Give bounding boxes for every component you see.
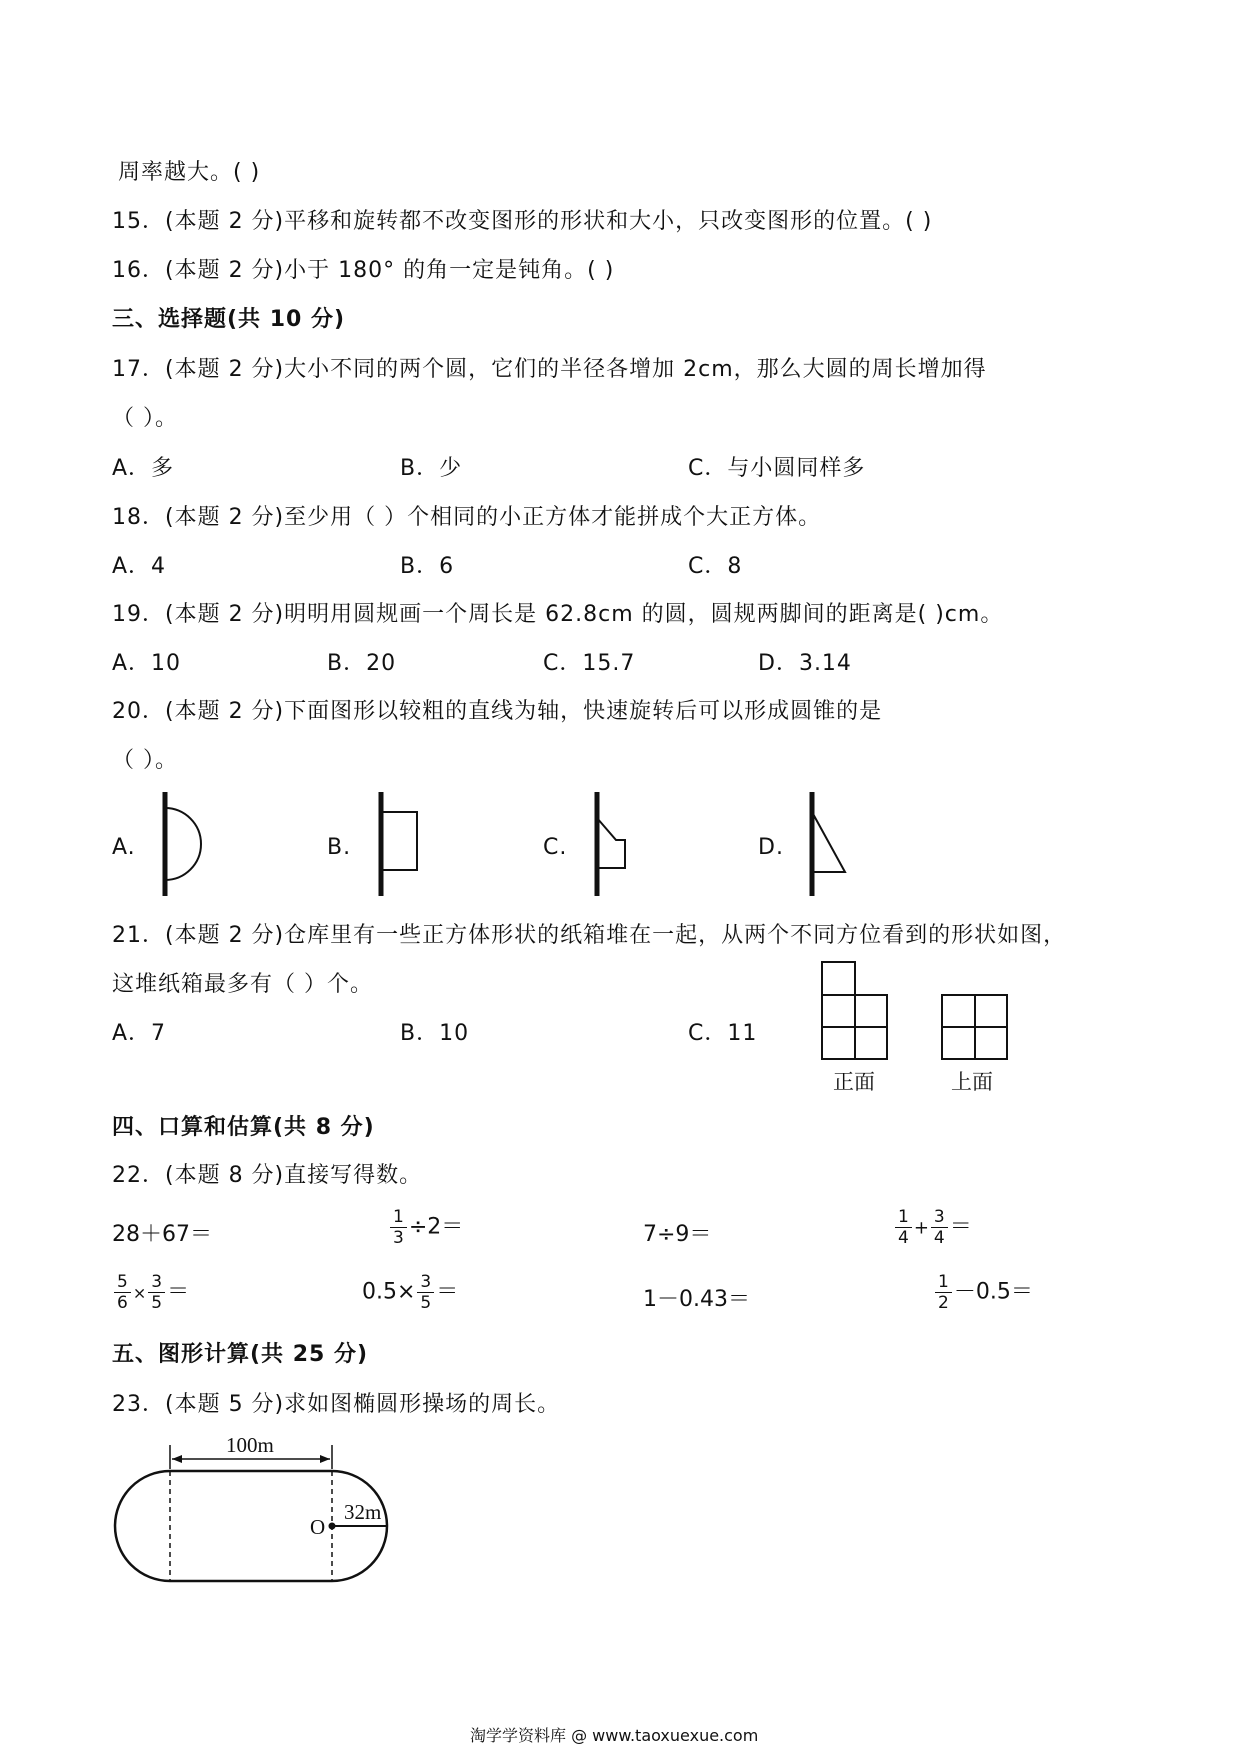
q17-option-b: B．少	[400, 456, 463, 481]
calc-1: 28＋67＝	[112, 1222, 212, 1247]
calc-6: 0.5× $\frac{3}{5}$ ＝	[362, 1272, 459, 1313]
q20-figure-a-semicircle	[155, 790, 215, 900]
q23-center-label: O	[310, 1515, 326, 1539]
calc-8: $\frac{1}{2}$ －0.5＝	[933, 1272, 1033, 1313]
q20-blank: （ ）。	[112, 748, 178, 773]
q19-option-d: D．3.14	[758, 651, 852, 676]
q20-option-a-label: A.	[112, 835, 136, 860]
q21-text: 21．(本题 2 分)仓库里有一些正方体形状的纸箱堆在一起，从两个不同方位看到的形状如图，	[112, 923, 1067, 948]
q17-option-a: A．多	[112, 456, 175, 481]
q21-front-label: 正面	[833, 1070, 875, 1094]
q17-option-c: C．与小圆同样多	[688, 456, 866, 481]
q14-tail: 周率越大。( )	[118, 160, 261, 185]
section-3-heading: 三、选择题(共 10 分)	[112, 307, 346, 332]
section-4-heading: 四、口算和估算(共 8 分)	[112, 1115, 375, 1140]
q15-text: 15．(本题 2 分)平移和旋转都不改变图形的形状和大小，只改变图形的位置。( )	[112, 209, 933, 234]
calc-3: 7÷9＝	[643, 1222, 712, 1247]
q21-top-view	[940, 993, 1010, 1063]
q20-figure-d-triangle	[805, 790, 865, 900]
q17-blank: （ ）。	[112, 406, 178, 431]
q20-option-b-label: B.	[327, 835, 352, 860]
q21-top-label: 上面	[951, 1070, 993, 1094]
section-5-heading: 五、图形计算(共 25 分)	[112, 1342, 369, 1367]
q21-option-c: C．11	[688, 1021, 758, 1046]
q23-text: 23．(本题 5 分)求如图椭圆形操场的周长。	[112, 1392, 561, 1417]
q20-figure-b-rectangle	[372, 790, 432, 900]
calc-2-fraction: $\frac{1}{3}$	[390, 1207, 407, 1248]
q23-radius-label: 32m	[344, 1500, 382, 1524]
calc-4: $\frac{1}{4}$ + $\frac{3}{4}$ ＝	[893, 1207, 972, 1248]
q22-text: 22．(本题 8 分)直接写得数。	[112, 1163, 423, 1188]
q21-text-2: 这堆纸箱最多有（ ）个。	[112, 972, 373, 997]
q20-option-d-label: D.	[758, 835, 784, 860]
q19-option-c: C．15.7	[543, 651, 636, 676]
q18-text: 18．(本题 2 分)至少用（ ）个相同的小正方体才能拼成个大正方体。	[112, 505, 822, 530]
calc-7: 1－0.43＝	[643, 1287, 750, 1312]
q20-text: 20．(本题 2 分)下面图形以较粗的直线为轴，快速旋转后可以形成圆锥的是	[112, 699, 883, 724]
q21-option-a: A．7	[112, 1021, 167, 1046]
q19-text: 19．(本题 2 分)明明用圆规画一个周长是 62.8cm 的圆，圆规两脚间的距离是( )cm。	[112, 602, 1004, 627]
q21-option-b: B．10	[400, 1021, 470, 1046]
q21-front-view	[820, 960, 890, 1060]
q17-text: 17．(本题 2 分)大小不同的两个圆，它们的半径各增加 2cm，那么大圆的周长增加得	[112, 357, 987, 382]
q20-option-c-label: C.	[543, 835, 568, 860]
q23-length-label: 100m	[226, 1433, 274, 1457]
q16-text: 16．(本题 2 分)小于 180° 的角一定是钝角。( )	[112, 258, 615, 283]
q20-figure-c-trapezoid	[590, 790, 650, 900]
footer-watermark: 淘学学资料库 @ www.taoxuexue.com	[470, 1726, 759, 1745]
calc-2: $\frac{1}{3}$ ÷2＝	[388, 1207, 463, 1248]
q19-option-a: A．10	[112, 651, 182, 676]
q19-option-b: B．20	[327, 651, 397, 676]
q18-option-b: B．6	[400, 554, 455, 579]
q18-option-c: C．8	[688, 554, 743, 579]
q18-option-a: A．4	[112, 554, 167, 579]
calc-5: $\frac{5}{6}$ × $\frac{3}{5}$ ＝	[112, 1272, 189, 1313]
